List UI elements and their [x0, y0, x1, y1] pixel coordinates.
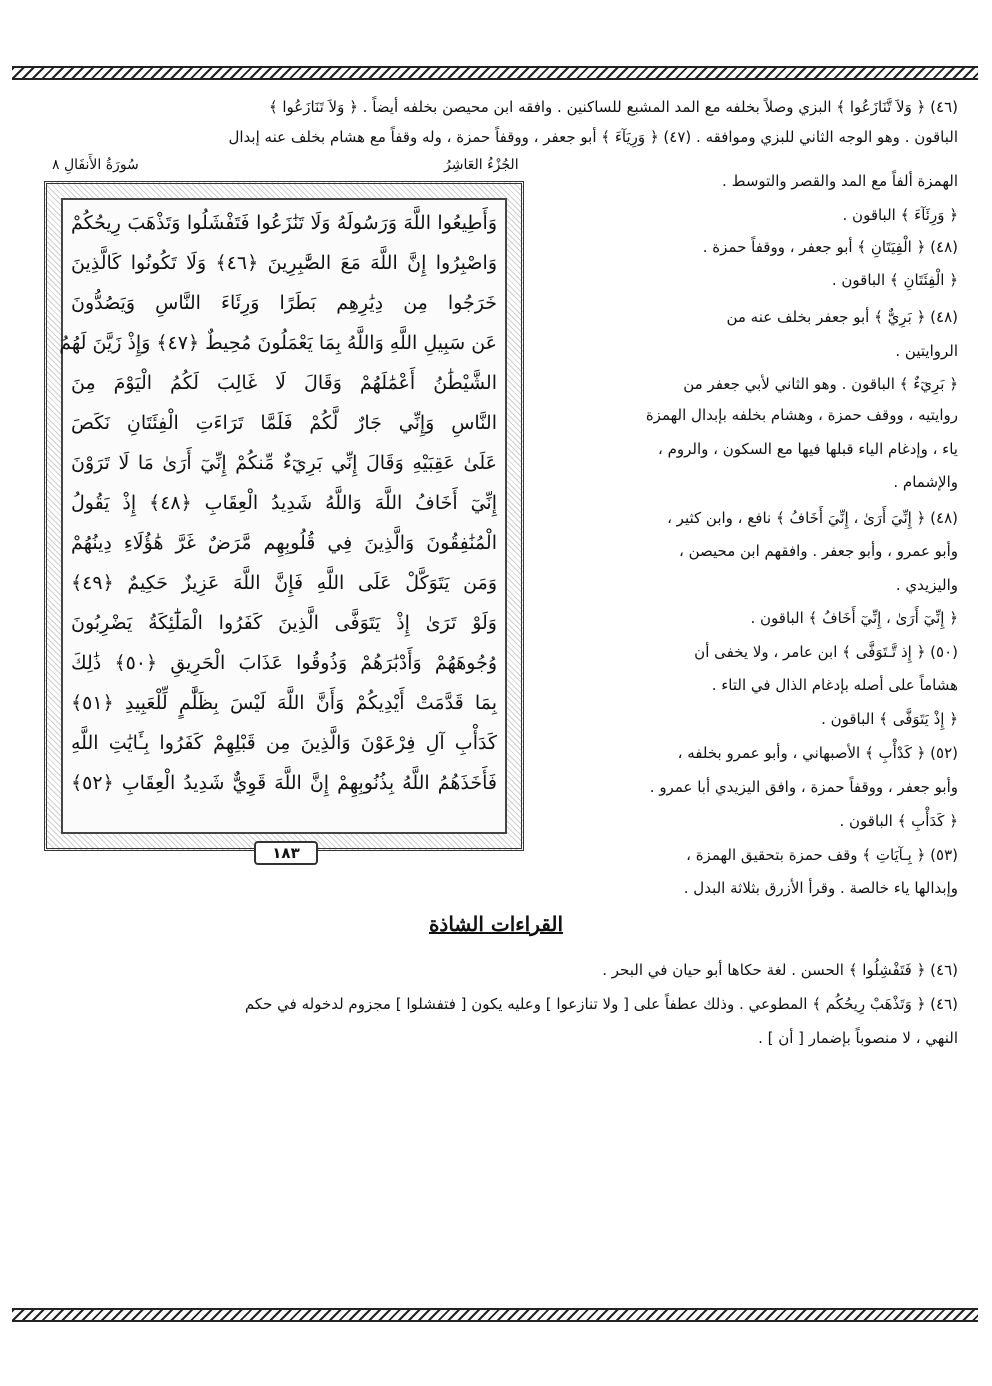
column-line: الهمزة ألفاً مع المد والقصر والتوسط .: [722, 172, 958, 190]
section-title: القراءات الشاذة: [428, 912, 564, 936]
commentary-line: (٤٦) ﴿ وَلاَ تَّنَازَعُوا ﴾ البزي وصلاً بخلفه مع المد المشبع للساكنين . وافقه ابن محيصن بخلفه أيضاً . ﴿ وَلاَ تَنَازَعُوا ﴾: [268, 98, 958, 116]
quran-line: وُجُوهَهُمْ وَأَدْبَٰرَهُمْ وَذُوقُوا عَذَابَ الْحَرِيقِ ﴿٥٠﴾ ذَٰلِكَ: [71, 652, 497, 674]
column-line: ﴿ الْفِئَتَانِ ﴾ الباقون .: [831, 271, 958, 289]
column-line: وإبدالها ياء خالصة . وقرأ الأزرق بثلاثة البدل .: [683, 879, 958, 897]
ornamental-frame: [44, 181, 524, 851]
column-line: (٤٨) ﴿ الْفِيَتَانِ ﴾ أبو جعفر ، ووقفاً حمزة .: [702, 238, 958, 256]
column-line: والإشمام .: [893, 473, 958, 491]
shadh-line: (٤٦) ﴿ وَتَذْهَبْ رِيحُكُم ﴾ المطوعي . وذلك عطفاً على [ ولا تنازعوا ] وعليه يكون [ فتفشلوا ] مجزوم لدخوله في حكم: [244, 995, 958, 1013]
quran-line: وَمَن يَتَوَكَّلْ عَلَى اللَّهِ فَإِنَّ اللَّهَ عَزِيزٌ حَكِيمٌ ﴿٤٩﴾: [71, 572, 497, 594]
quran-line: الشَّيْطَٰنُ أَعْمَٰلَهُمْ وَقَالَ لَا غَالِبَ لَكُمُ الْيَوْمَ مِنَ: [71, 372, 497, 394]
shadh-line: (٤٦) ﴿ فَتَفْشِلُوا ﴾ الحسن . لغة حكاها أبو حيان في البحر .: [602, 961, 958, 979]
juz-header: الجُزْءُ العَاشِرُ: [444, 157, 519, 173]
column-line: (٤٨) ﴿ إِنِّيَ أَرَىٰ ، إِنِّيَ أَخَافُ ﴾ نافع ، وابن كثير ،: [667, 509, 958, 527]
column-line: (٤٨) ﴿ بَرِيٌّ ﴾ أبو جعفر بخلف عنه من: [726, 308, 958, 326]
column-line: روايتيه ، ووقف حمزة ، وهشام بخلفه بإبدال الهمزة: [645, 406, 958, 424]
quran-line: إِنِّيٓ أَخَافُ اللَّهَ وَاللَّهُ شَدِيدُ الْعِقَابِ ﴿٤٨﴾ إِذْ يَقُولُ: [71, 492, 497, 514]
column-line: ﴿ كَدَأْبِ ﴾ الباقون .: [839, 812, 958, 830]
column-line: الروايتين .: [895, 342, 958, 360]
quran-line: فَأَخَذَهُمُ اللَّهُ بِذُنُوبِهِمْ إِنَّ اللَّهَ قَوِيٌّ شَدِيدُ الْعِقَابِ ﴿٥٢﴾: [71, 772, 497, 794]
column-line: ﴿ إِنِّيٓ أَرَىٰ ، إِنِّيٓ أَخَافُ ﴾ الباقون .: [750, 609, 958, 627]
bottom-border: [12, 1308, 978, 1322]
quran-line: خَرَجُوا مِن دِيَٰرِهِم بَطَرًا وَرِئَاءَ النَّاسِ وَيَصُدُّونَ: [71, 292, 497, 314]
column-line: (٥٣) ﴿ بِـآيَاتِ ﴾ وقف حمزة بتحقيق الهمزة ،: [686, 846, 958, 864]
quran-line: وَأَطِيعُوا اللَّهَ وَرَسُولَهُ وَلَا تَنَٰزَعُوا فَتَفْشَلُوا وَتَذْهَبَ رِيحُكُمْ: [71, 212, 497, 234]
quran-line: النَّاسِ وَإِنِّي جَارٌ لَّكُمْ فَلَمَّا تَرَاءَتِ الْفِئَتَانِ نَكَصَ: [71, 412, 497, 434]
column-line: ﴿ وَرِئَآءَ ﴾ الباقون .: [842, 206, 958, 224]
quran-line: وَلَوْ تَرَىٰ إِذْ يَتَوَفَّى الَّذِينَ كَفَرُوا الْمَلَٰٓئِكَةُ يَضْرِبُونَ: [71, 612, 497, 634]
page-number: ١٨٣: [254, 841, 318, 865]
top-border: [12, 66, 978, 80]
quran-text-area: [61, 198, 507, 834]
column-line: (٥٢) ﴿ كَدْأْبِ ﴾ الأصبهاني ، وأبو عمرو بخلفه ،: [677, 744, 958, 762]
commentary-line: الباقون . وهو الوجه الثاني للبزي وموافقه . (٤٧) ﴿ وَرِيَآءَ ﴾ أبو جعفر ، ووقفاً حمزة ، وله وقفاً مع هشام بخلف عنه إبدال: [228, 128, 958, 146]
quran-line: عَلَىٰ عَقِبَيْهِ وَقَالَ إِنِّي بَرِيٓءٌ مِّنكُمْ إِنِّيٓ أَرَىٰ مَا لَا تَرَوْنَ: [71, 452, 497, 474]
surah-header: سُورَةُ الأَنفَالِ ٨: [52, 157, 139, 173]
column-line: (٥٠) ﴿ إِذ تَّـتَوَفَّى ﴾ ابن عامر ، ولا يخفى أن: [694, 643, 958, 661]
column-line: هشاماً على أصله بإدغام الذال في التاء .: [711, 676, 958, 694]
quran-line: عَن سَبِيلِ اللَّهِ وَاللَّهُ بِمَا يَعْمَلُونَ مُحِيطٌ ﴿٤٧﴾ وَإِذْ زَيَّنَ لَهُمُ: [59, 332, 497, 354]
column-line: واليزيدي .: [895, 576, 958, 594]
column-line: وأبو جعفر ، ووقفاً حمزة ، وافق اليزيدي أبا عمرو .: [649, 778, 958, 796]
quran-line: بِمَا قَدَّمَتْ أَيْدِيكُمْ وَأَنَّ اللَّهَ لَيْسَ بِظَلَّٰمٍ لِّلْعَبِيدِ ﴿٥١﴾: [71, 692, 497, 714]
quran-line: كَدَأْبِ آلِ فِرْعَوْنَ وَالَّذِينَ مِن قَبْلِهِمْ كَفَرُوا بِـَٔايَٰتِ اللَّهِ: [71, 732, 497, 754]
column-line: ﴿ إِذْ يَتَوَفَّى ﴾ الباقون .: [821, 710, 958, 728]
quran-line: وَاصْبِرُوا إِنَّ اللَّهَ مَعَ الصَّٰبِرِينَ ﴿٤٦﴾ وَلَا تَكُونُوا كَالَّذِينَ: [71, 252, 498, 274]
column-line: وأبو عمرو ، وأبو جعفر . وافقهم ابن محيصن ،: [678, 542, 958, 560]
column-line: ياء ، وإدغام الياء قبلها فيها مع السكون ، والروم ،: [658, 440, 958, 458]
quran-line: الْمُنَٰفِقُونَ وَالَّذِينَ فِي قُلُوبِهِم مَّرَضٌ غَرَّ هَٰؤُلَاءِ دِينُهُمْ: [71, 532, 497, 554]
column-line: ﴿ بَرِيٓءٌ ﴾ الباقون . وهو الثاني لأبي جعفر من: [683, 375, 958, 393]
shadh-line: النهي ، لا منصوباً بإضمار [ أن ] .: [758, 1029, 958, 1047]
mushaf-page: [44, 157, 524, 867]
